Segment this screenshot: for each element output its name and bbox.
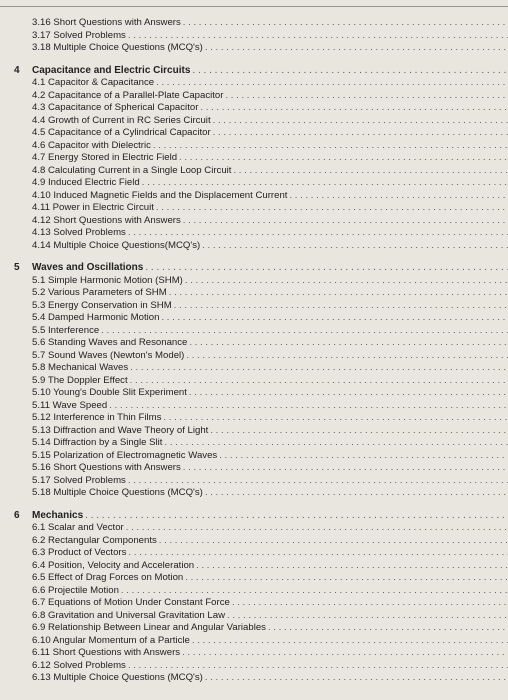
dot-leader bbox=[225, 90, 508, 103]
toc-entry-line bbox=[32, 510, 508, 523]
toc-entry-line bbox=[32, 412, 508, 425]
toc-entry bbox=[0, 610, 508, 623]
dot-leader bbox=[213, 127, 508, 140]
toc-entry bbox=[0, 190, 508, 203]
toc-entry-line bbox=[32, 300, 508, 313]
dot-leader bbox=[183, 462, 508, 475]
section-title: 5.13 Diffraction and Wave Theory of Light bbox=[32, 424, 209, 436]
toc-entry bbox=[0, 177, 508, 190]
section-title: 5.14 Diffraction by a Single Slit bbox=[32, 437, 163, 448]
toc-entry-line bbox=[32, 77, 508, 90]
dot-leader bbox=[85, 510, 508, 523]
section-title: 4.7 Energy Stored in Electric Field bbox=[32, 152, 178, 163]
toc-entry bbox=[0, 437, 508, 450]
toc-entry-line bbox=[32, 262, 508, 275]
toc-entry-line bbox=[32, 190, 508, 203]
table-of-contents bbox=[0, 17, 508, 685]
section-title: 4.9 Induced Electric Field bbox=[32, 177, 140, 188]
section-title: 5.17 Solved Problems bbox=[32, 474, 126, 486]
dot-leader bbox=[183, 215, 508, 228]
toc-entry-line bbox=[32, 560, 508, 573]
dot-leader bbox=[189, 337, 508, 350]
toc-entry bbox=[0, 300, 508, 313]
toc-entry-line bbox=[32, 202, 508, 215]
toc-entry-line bbox=[32, 425, 508, 438]
section-title: 6.8 Gravitation and Universal Gravitation Law bbox=[32, 609, 226, 621]
section-title: 3.18 Multiple Choice Questions (MCQ's) bbox=[32, 42, 203, 53]
toc-entry bbox=[0, 77, 508, 90]
section-title: 5.9 The Doppler Effect bbox=[32, 374, 128, 386]
section-title: 6.9 Relationship Between Linear and Angular Variables bbox=[32, 622, 266, 633]
toc-entry-line bbox=[32, 65, 508, 78]
toc-entry-line bbox=[32, 647, 508, 660]
toc-entry-line bbox=[32, 572, 508, 585]
toc-entry bbox=[0, 115, 508, 128]
section-title: 5.5 Interference bbox=[32, 324, 100, 336]
dot-leader bbox=[232, 597, 508, 610]
toc-entry-line bbox=[32, 17, 508, 30]
section-title: 4.3 Capacitance of Spherical Capacitor bbox=[32, 102, 199, 113]
dot-leader bbox=[213, 115, 508, 128]
section-title: 6.7 Equations of Motion Under Constant Force bbox=[32, 597, 230, 608]
dot-leader bbox=[164, 437, 508, 450]
toc-entry bbox=[0, 522, 508, 535]
dot-leader bbox=[192, 65, 508, 78]
toc-entry-line bbox=[32, 610, 508, 623]
section-title: 5.2 Various Parameters of SHM bbox=[32, 287, 167, 298]
dot-leader bbox=[128, 227, 508, 240]
toc-entry bbox=[0, 152, 508, 165]
section-title: 3.16 Short Questions with Answers bbox=[32, 17, 181, 28]
section-title: 3.17 Solved Problems bbox=[32, 29, 126, 41]
dot-leader bbox=[192, 635, 508, 648]
chapter-heading bbox=[0, 65, 508, 78]
toc-entry-line bbox=[32, 362, 508, 375]
dot-leader bbox=[185, 275, 508, 288]
toc-entry bbox=[0, 375, 508, 388]
toc-entry bbox=[0, 597, 508, 610]
dot-leader bbox=[182, 647, 508, 660]
toc-entry-line bbox=[32, 115, 508, 128]
section-title: 6.10 Angular Momentum of a Particle bbox=[32, 634, 190, 646]
dot-leader bbox=[219, 450, 508, 463]
dot-leader bbox=[196, 560, 508, 573]
toc-entry-line bbox=[32, 437, 508, 450]
toc-entry-line bbox=[32, 475, 508, 488]
section-title: 4.10 Induced Magnetic Fields and the Displacement Current bbox=[32, 189, 288, 201]
toc-entry-line bbox=[32, 337, 508, 350]
dot-leader bbox=[183, 17, 508, 30]
toc-entry-line bbox=[32, 127, 508, 140]
section-title: 4.6 Capacitor with Dielectric bbox=[32, 139, 151, 151]
dot-leader bbox=[268, 622, 508, 635]
toc-entry bbox=[0, 215, 508, 228]
toc-entry-line bbox=[32, 165, 508, 178]
toc-entry bbox=[0, 487, 508, 500]
dot-leader bbox=[161, 312, 508, 325]
section-title: 5.10 Young's Double Slit Experiment bbox=[32, 387, 187, 398]
toc-entry-line bbox=[32, 522, 508, 535]
dot-leader bbox=[159, 535, 508, 548]
toc-entry-line bbox=[32, 660, 508, 673]
section-title: 5.1 Simple Harmonic Motion (SHM) bbox=[32, 274, 183, 286]
section-title: 4.8 Calculating Current in a Single Loop Circuit bbox=[32, 164, 232, 176]
section-title: 6.5 Effect of Drag Forces on Motion bbox=[32, 572, 184, 583]
chapter-title: Mechanics bbox=[32, 509, 84, 521]
section-title: 5.16 Short Questions with Answers bbox=[32, 462, 181, 473]
dot-leader bbox=[153, 140, 508, 153]
section-title: 6.3 Product of Vectors bbox=[32, 547, 127, 558]
toc-entry-line bbox=[32, 275, 508, 288]
dot-leader bbox=[289, 190, 508, 203]
chapter-title: Waves and Oscillations bbox=[32, 262, 144, 273]
section-title: 4.13 Solved Problems bbox=[32, 227, 126, 238]
toc-entry bbox=[0, 325, 508, 338]
section-title: 6.6 Projectile Motion bbox=[32, 584, 119, 596]
toc-entry bbox=[0, 535, 508, 548]
section-title: 4.14 Multiple Choice Questions(MCQ's) bbox=[32, 239, 201, 251]
section-title: 5.3 Energy Conservation in SHM bbox=[32, 299, 172, 311]
toc-entry bbox=[0, 202, 508, 215]
toc-entry-line bbox=[32, 622, 508, 635]
dot-leader bbox=[189, 387, 508, 400]
dot-leader bbox=[130, 375, 508, 388]
toc-entry-line bbox=[32, 177, 508, 190]
toc-entry bbox=[0, 462, 508, 475]
toc-entry-line bbox=[32, 140, 508, 153]
dot-leader bbox=[130, 362, 508, 375]
toc-entry bbox=[0, 572, 508, 585]
dot-leader bbox=[169, 287, 508, 300]
top-rule bbox=[0, 6, 508, 7]
section-title: 5.7 Sound Waves (Newton's Model) bbox=[32, 349, 185, 361]
dot-leader bbox=[210, 425, 508, 438]
dot-leader bbox=[142, 177, 508, 190]
section-title: 6.12 Solved Problems bbox=[32, 659, 126, 671]
toc-entry bbox=[0, 312, 508, 325]
section-title: 6.4 Position, Velocity and Acceleration bbox=[32, 559, 195, 571]
section-title: 5.12 Interference in Thin Films bbox=[32, 412, 162, 423]
toc-entry bbox=[0, 475, 508, 488]
dot-leader bbox=[185, 572, 508, 585]
toc-entry-line bbox=[32, 90, 508, 103]
toc-entry-line bbox=[32, 462, 508, 475]
toc-entry bbox=[0, 660, 508, 673]
section-title: 6.13 Multiple Choice Questions (MCQ's) bbox=[32, 672, 203, 683]
dot-leader bbox=[109, 400, 508, 413]
toc-entry-line bbox=[32, 400, 508, 413]
dot-leader bbox=[186, 350, 508, 363]
toc-entry-line bbox=[32, 387, 508, 400]
dot-leader bbox=[121, 585, 508, 598]
toc-entry bbox=[0, 275, 508, 288]
toc-entry-line bbox=[32, 375, 508, 388]
section-title: 5.11 Wave Speed bbox=[32, 399, 108, 411]
dot-leader bbox=[156, 77, 508, 90]
dot-leader bbox=[200, 102, 508, 115]
dot-leader bbox=[156, 202, 508, 215]
toc-entry-line bbox=[32, 350, 508, 363]
section-gap bbox=[0, 55, 508, 65]
dot-leader bbox=[227, 610, 508, 623]
toc-entry-line bbox=[32, 312, 508, 325]
dot-leader bbox=[202, 240, 508, 253]
section-title: 5.18 Multiple Choice Questions (MCQ's) bbox=[32, 487, 203, 498]
toc-entry bbox=[0, 362, 508, 375]
chapter-heading bbox=[0, 262, 508, 275]
dot-leader bbox=[205, 42, 508, 55]
toc-entry bbox=[0, 425, 508, 438]
toc-entry bbox=[0, 387, 508, 400]
dot-leader bbox=[205, 672, 508, 685]
dot-leader bbox=[145, 262, 508, 275]
section-title: 6.11 Short Questions with Answers bbox=[32, 647, 181, 658]
toc-entry bbox=[0, 350, 508, 363]
dot-leader bbox=[233, 165, 508, 178]
toc-entry bbox=[0, 287, 508, 300]
chapter-number: 6 bbox=[14, 509, 20, 521]
section-title: 4.4 Growth of Current in RC Series Circuit bbox=[32, 114, 211, 126]
toc-entry bbox=[0, 240, 508, 253]
chapter-title: Capacitance and Electric Circuits bbox=[32, 64, 191, 76]
toc-entry bbox=[0, 127, 508, 140]
dot-leader bbox=[128, 30, 508, 43]
toc-entry bbox=[0, 17, 508, 30]
toc-entry-line bbox=[32, 102, 508, 115]
section-title: 4.1 Capacitor & Capacitance bbox=[32, 77, 155, 88]
toc-entry bbox=[0, 400, 508, 413]
section-title: 5.6 Standing Waves and Resonance bbox=[32, 337, 188, 348]
toc-entry bbox=[0, 560, 508, 573]
dot-leader bbox=[174, 300, 508, 313]
section-title: 4.2 Capacitance of a Parallel-Plate Capacitor bbox=[32, 89, 224, 101]
toc-entry-line bbox=[32, 227, 508, 240]
toc-entry bbox=[0, 450, 508, 463]
toc-entry-line bbox=[32, 535, 508, 548]
section-title: 5.4 Damped Harmonic Motion bbox=[32, 312, 160, 323]
toc-entry-line bbox=[32, 585, 508, 598]
section-gap bbox=[0, 500, 508, 510]
toc-entry-line bbox=[32, 287, 508, 300]
section-title: 6.1 Scalar and Vector bbox=[32, 522, 124, 533]
toc-entry bbox=[0, 227, 508, 240]
dot-leader bbox=[101, 325, 508, 338]
dot-leader bbox=[126, 522, 508, 535]
chapter-heading bbox=[0, 510, 508, 523]
toc-entry-line bbox=[32, 635, 508, 648]
toc-entry-line bbox=[32, 325, 508, 338]
toc-entry bbox=[0, 647, 508, 660]
toc-entry-line bbox=[32, 547, 508, 560]
toc-entry bbox=[0, 585, 508, 598]
toc-entry bbox=[0, 337, 508, 350]
toc-entry-line bbox=[32, 30, 508, 43]
toc-entry-line bbox=[32, 240, 508, 253]
dot-leader bbox=[163, 412, 508, 425]
toc-entry bbox=[0, 90, 508, 103]
toc-entry-line bbox=[32, 672, 508, 685]
dot-leader bbox=[179, 152, 508, 165]
toc-entry-line bbox=[32, 450, 508, 463]
section-gap bbox=[0, 252, 508, 262]
toc-entry bbox=[0, 412, 508, 425]
section-title: 4.5 Capacitance of a Cylindrical Capacitor bbox=[32, 127, 211, 138]
toc-entry bbox=[0, 30, 508, 43]
toc-entry-line bbox=[32, 597, 508, 610]
dot-leader bbox=[205, 487, 508, 500]
toc-entry bbox=[0, 547, 508, 560]
toc-entry bbox=[0, 102, 508, 115]
toc-entry bbox=[0, 165, 508, 178]
section-title: 4.11 Power in Electric Circuit bbox=[32, 202, 154, 213]
toc-entry bbox=[0, 140, 508, 153]
chapter-number: 5 bbox=[14, 262, 20, 273]
section-title: 4.12 Short Questions with Answers bbox=[32, 214, 181, 226]
section-title: 6.2 Rectangular Components bbox=[32, 534, 157, 546]
toc-entry-line bbox=[32, 42, 508, 55]
toc-entry-line bbox=[32, 487, 508, 500]
toc-entry bbox=[0, 622, 508, 635]
toc-entry bbox=[0, 672, 508, 685]
section-title: 5.15 Polarization of Electromagnetic Waves bbox=[32, 449, 218, 461]
section-title: 5.8 Mechanical Waves bbox=[32, 362, 129, 373]
dot-leader bbox=[128, 547, 508, 560]
dot-leader bbox=[128, 475, 508, 488]
toc-entry bbox=[0, 42, 508, 55]
toc-entry bbox=[0, 635, 508, 648]
chapter-number: 4 bbox=[14, 64, 20, 76]
toc-entry-line bbox=[32, 152, 508, 165]
toc-entry-line bbox=[32, 215, 508, 228]
dot-leader bbox=[128, 660, 508, 673]
